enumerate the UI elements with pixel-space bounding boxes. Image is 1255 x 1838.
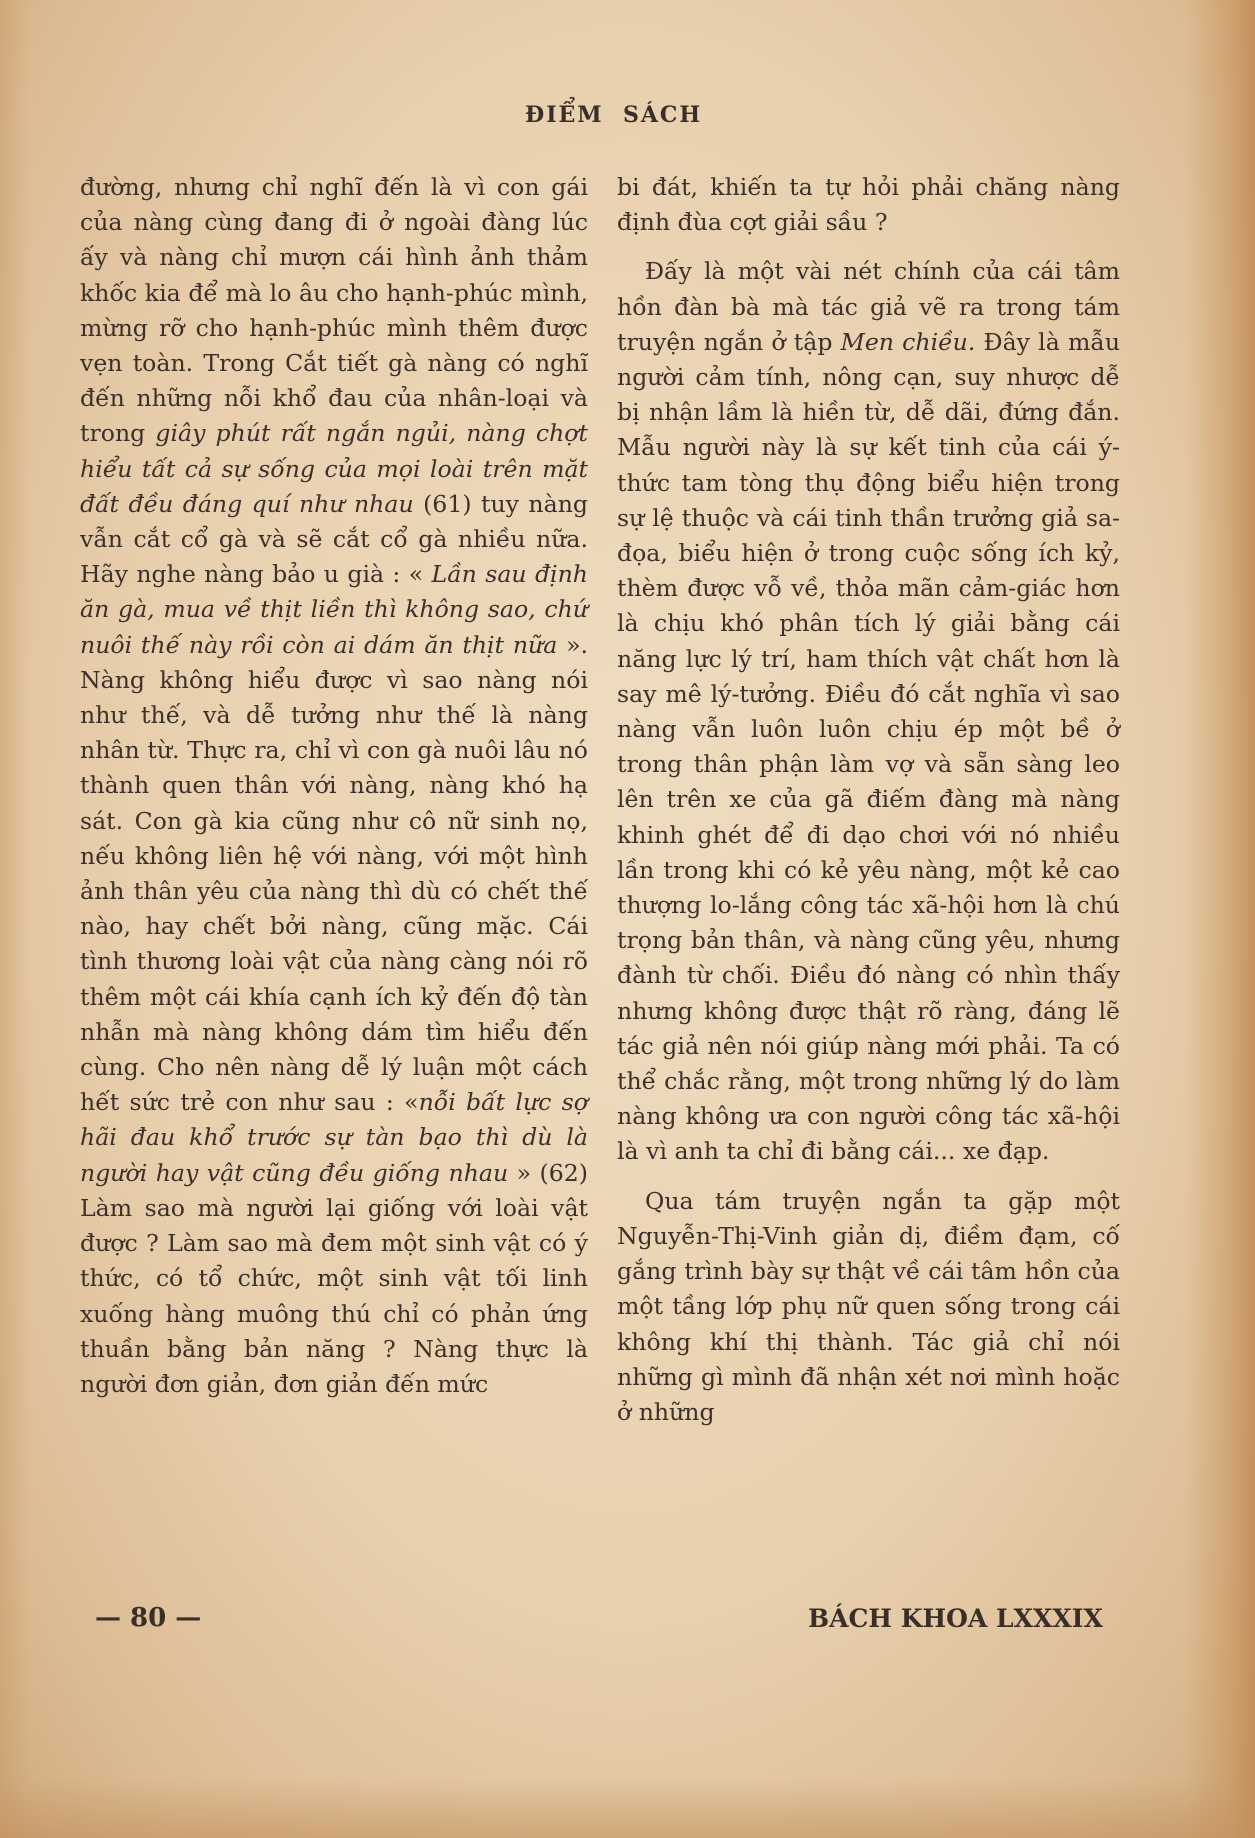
paragraph [617,170,1120,240]
text-run: Qua tám truyện ngắn ta gặp một Nguyễn-Thị-Vinh giản dị, điềm đạm, cố gắng trình bày sự thật về cái tâm hồn của một tầng lớp phụ nữ quen sống trong cái không khí thị thành. Tác giả chỉ nói những gì mình đã nhận xét nơi mình hoặc ở những [617,1186,1120,1426]
paragraph [617,1184,1120,1430]
text-run: Đấy là một vài nét chính của cái tâm hồn đàn bà mà tác giả vẽ ra trong tám truyện ngắn ở tập [617,257,1120,356]
paragraph [80,170,588,1402]
text-run: Đây là mẫu người cảm tính, nông cạn, suy nhược dễ bị nhận lầm là hiền từ, dễ dãi, đứng đắn. Mẫu người này là sự kết tinh của cái ý-thức tam tòng thụ động biểu hiện trong sự lệ thuộc và cái tinh thần trưởng giả sa-đọa, biểu hiện ở trong cuộc sống ích kỷ, thèm được vỗ về, thỏa mãn cảm-giác hơn là chịu khó phân tích lý giải bằng cái năng lực lý trí, ham thích vật chất hơn là say mê lý-tưởng. Điều đó cắt nghĩa vì sao nàng vẫn luôn luôn chịu ép một bề ở trong thân phận làm vợ và sẵn sàng leo lên trên xe của gã điếm đàng mà nàng khinh ghét để đi dạo chơi với nó nhiều lần trong khi có kẻ yêu nàng, một kẻ cao thượng lo-lắng công tác xã-hội hơn là chú trọng bản thân, và nàng cũng yêu, nhưng đành từ chối. Điều đó nàng có nhìn thấy nhưng không được thật rõ ràng, đáng lẽ tác giả nên nói giúp nàng mới phải. Ta có thể chắc rằng, một trong những lý do làm nàng không ưa con người công tác xã-hội là vì anh ta chỉ đi bằng cái... xe đạp. [617,327,1121,1166]
italic-text-run: Lần sau định ăn gà, mua về thịt liền thì không sao, chứ nuôi thế này rồi còn ai dám ăn thịt nữa [80,560,588,659]
text-run: (61) tuy nàng vẫn cắt cổ gà và sẽ cắt cổ gà nhiều nữa. Hãy nghe nàng bảo u già : « [80,489,588,589]
page-edge-shadow-left [0,0,30,1838]
italic-text-run: Men chiều. [840,327,976,356]
page-edge-shadow-bottom [0,1778,1255,1838]
text-run: ». Nàng không hiểu được vì sao nàng nói như thế, và dễ tưởng như thế là nàng nhân từ. Thực ra, chỉ vì con gà nuôi lâu nó thành quen thân với nàng, nàng khó hạ sát. Con gà kia cũng như cô nữ sinh nọ, nếu không liên hệ với nàng, với một hình ảnh thân yêu của nàng thì dù có chết thế nào, hay chết bởi nàng, cũng mặc. Cái tình thương loài vật của nàng càng nói rõ thêm một cái khía cạnh ích kỷ đến độ tàn nhẫn mà nàng không dám tìm hiểu đến cùng. Cho nên nàng dễ lý luận một cách hết sức trẻ con như sau : « [80,630,589,1117]
magazine-issue-label: BÁCH KHOA LXXXIX [808,1604,1103,1633]
italic-text-run: giây phút rất ngắn ngủi, nàng chợt hiểu tất cả sự sống của mọi loài trên mặt đất đều đáng quí như nhau [80,419,588,518]
paragraph [617,254,1120,1169]
left-text-column [80,170,588,1402]
section-header: ĐIỂM SÁCH [525,102,703,128]
page-edge-shadow-right [1185,0,1255,1838]
text-run: đường, nhưng chỉ nghĩ đến là vì con gái của nàng cùng đang đi ở ngoài đàng lúc ấy và nàng chỉ mượn cái hình ảnh thảm khốc kia để mà lo âu cho hạnh-phúc mình, mừng rỡ cho hạnh-phúc mình thêm được vẹn toàn. Trong Cắt tiết gà nàng có nghĩ đến những nỗi khổ đau của nhân-loại và trong [80,173,588,448]
page-number: — 80 — [95,1603,202,1633]
text-run: bi đát, khiến ta tự hỏi phải chăng nàng định đùa cợt giải sầu ? [617,173,1120,237]
text-run: » (62) Làm sao mà người lại giống với loài vật được ? Làm sao mà đem một sinh vật có ý thức, có tổ chức, một sinh vật tối linh xuống hàng muông thú chỉ có phản ứng thuần bằng bản năng ? Nàng thực là người đơn giản, đơn giản đến mức [80,1158,588,1398]
right-text-column [617,170,1120,1430]
italic-text-run: nỗi bất lực sợ hãi đau khổ trước sự tàn bạo thì dù là người hay vật cũng đều giống nhau [80,1088,588,1187]
